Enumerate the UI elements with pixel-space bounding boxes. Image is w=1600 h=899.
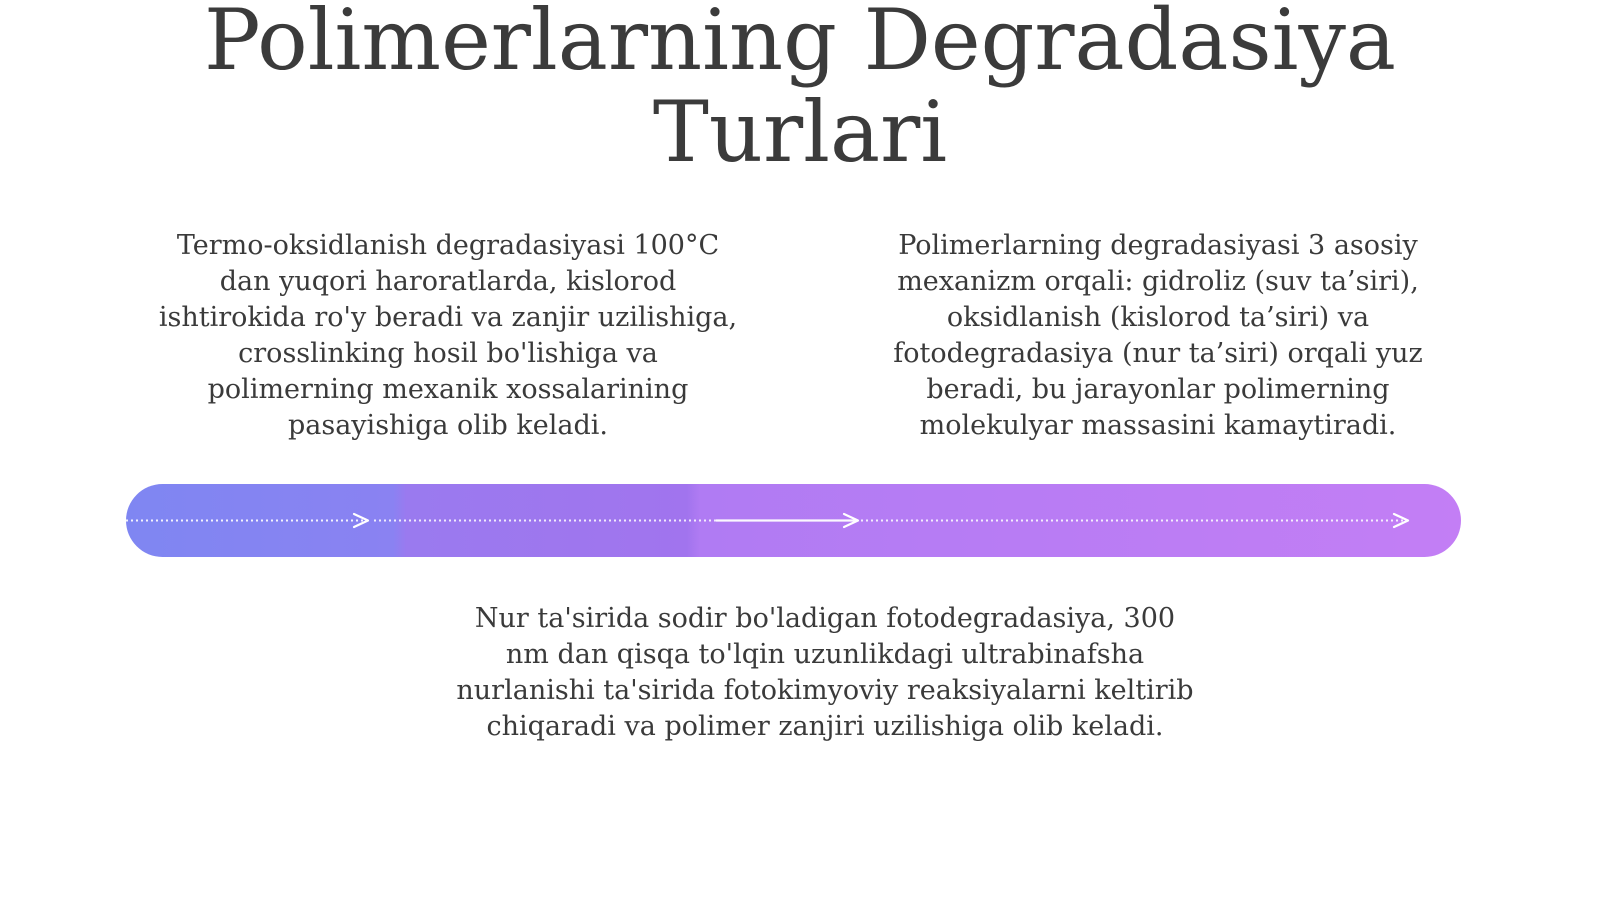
timeline-graphic (126, 484, 1461, 557)
text-block-photodegradation: Nur ta'sirida sodir bo'ladigan fotodegradasiya, 300 nm dan qisqa to'lqin uzunlikdagi ultrabinafsha nurlanishi ta'sirida fotokimyoviy reaksiyalarni keltirib chiqaradi va polimer zanjiri uzilishiga olib keladi. (456, 603, 1194, 742)
timeline-bar (126, 484, 1461, 557)
text-block-thermo-oxidation: Termo-oksidlanish degradasiyasi 100°C dan yuqori haroratlarda, kislorod ishtirokida ro'y beradi va zanjir uzilishiga, crosslinking hosil bo'lishiga va polimerning mexanik xossalarining pasayishiga olib keladi. (158, 230, 738, 441)
page-title: Polimerlarning Degradasiya Turlari (204, 0, 1396, 181)
text-block-degradation-mechanisms: Polimerlarning degradasiyasi 3 asosiy mexanizm orqali: gidroliz (suv ta’siri), oksidlanish (kislorod ta’siri) va fotodegradasiya (nur ta’siri) orqali yuz beradi, bu jarayonlar polimerning molekulyar massasini kamaytiradi. (893, 230, 1423, 441)
